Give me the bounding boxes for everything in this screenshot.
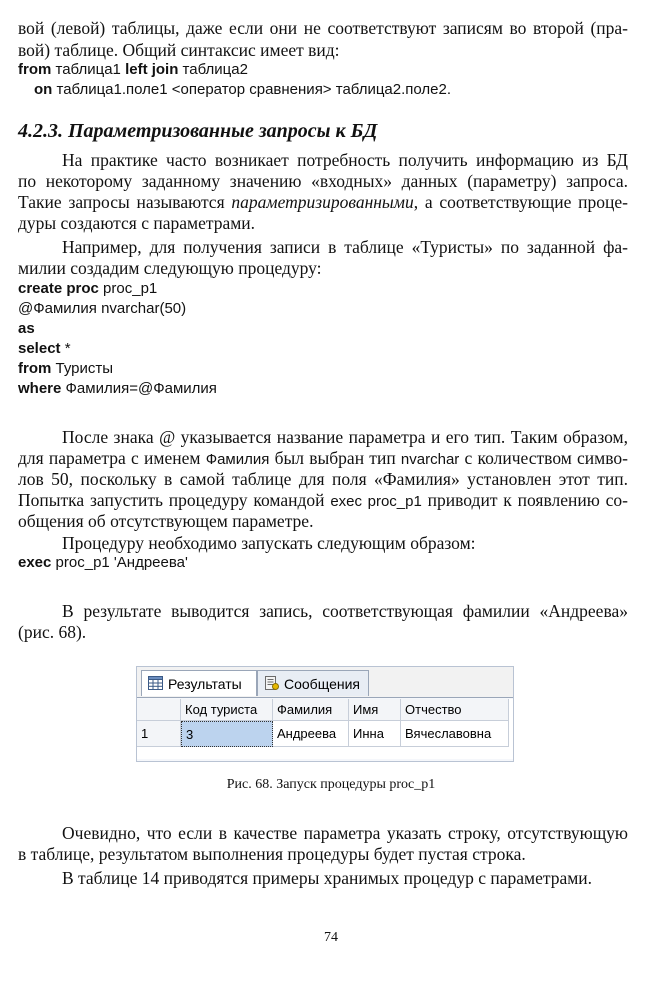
para3-param-name: Фамилия [205, 451, 270, 468]
keyword-left-join: left join [125, 61, 179, 78]
column-header-patronymic[interactable]: Отчество [401, 699, 509, 721]
para1-text-end: , а соответствующие проце- [413, 192, 629, 212]
cell-surname[interactable]: Андреева [273, 721, 349, 747]
grid-icon [148, 676, 163, 690]
code-from-rest: Туристы [51, 360, 114, 377]
code-line-4 [18, 339, 71, 359]
para1-italic-term: параметризированными [231, 192, 414, 212]
page-number: 74 [324, 930, 338, 945]
code-select-rest: * [60, 340, 71, 357]
para3-line-1: После знака @ указывается название параметра и его тип. Таким образом, [62, 427, 628, 447]
para7-line-1: В таблице 14 приводятся примеры хранимых процедур с параметрами. [62, 868, 593, 888]
syntax-condition: таблица1.поле1 <оператор сравнения> таблица2.поле2. [52, 81, 452, 98]
syntax-table1: таблица1 [51, 61, 126, 78]
para5-line-2: (рис. 68). [18, 622, 87, 642]
para2-line-1: Например, для получения записи в таблице «Туристы» по заданной фа- [62, 237, 628, 257]
code-line-5 [18, 359, 113, 379]
para3-text-4c: приводит к появлению со- [421, 490, 628, 510]
results-grid [137, 699, 513, 759]
para5-line-1: В результате выводится запись, соответствующая фамилии «Андреева» [62, 601, 628, 621]
tab-results[interactable] [141, 670, 257, 696]
keyword-exec: exec [18, 554, 52, 571]
code-line-2: @Фамилия nvarchar(50) [18, 300, 187, 317]
code-where-rest: Фамилия=@Фамилия [61, 380, 217, 397]
cell-patronymic[interactable]: Вячеславовна [401, 721, 509, 747]
keyword-select: select [18, 340, 61, 357]
results-figure [136, 666, 514, 762]
para3-line-3: лов 50, поскольку в самой таблице для поля «Фамилия» установлен этот тип. [18, 469, 628, 489]
para1-line-3 [18, 192, 628, 212]
para4-line-1: Процедуру необходимо запускать следующим образом: [62, 533, 476, 553]
column-header-surname[interactable]: Фамилия [273, 699, 349, 721]
para1-line-1: На практике часто возникает потребность получить информацию из БД [62, 150, 628, 170]
messages-icon [264, 676, 279, 690]
column-header-tourist-id[interactable]: Код туриста [181, 699, 273, 721]
para1-text: Такие запросы называются [18, 192, 232, 212]
para3-text-a: для параметра с именем [18, 448, 206, 468]
para6-line-1: Очевидно, что если в качестве параметра указать строку, отсутствующую [62, 823, 628, 843]
cell-tourist-id[interactable]: 3 [181, 721, 273, 747]
syntax-line-2 [34, 80, 451, 100]
tab-messages[interactable] [257, 670, 369, 696]
keyword-on: on [34, 81, 53, 98]
syntax-line-1 [18, 60, 248, 80]
intro-line-2: вой) таблице. Общий синтаксис имеет вид: [18, 40, 340, 60]
results-tabbar [137, 667, 513, 698]
keyword-create-proc: create proc [18, 280, 99, 297]
para3-line-2 [18, 448, 628, 470]
keyword-from-2: from [18, 360, 52, 377]
para3-exec-command: exec proc_p1 [330, 493, 422, 510]
figure-caption: Рис. 68. Запуск процедуры proc_p1 [226, 777, 436, 792]
para1-line-4: дуры создаются с параметрами. [18, 213, 256, 233]
syntax-table2: таблица2 [178, 61, 248, 78]
tab-results-label: Результаты [168, 676, 242, 692]
exec-args: proc_p1 'Андреева' [51, 554, 188, 571]
code-line-1 [18, 279, 157, 299]
para1-line-2: по некоторому заданному значению «входных» данных (параметру) запроса. [18, 171, 628, 191]
section-heading: 4.2.3. Параметризованные запросы к БД [18, 120, 378, 142]
row-header-corner [137, 699, 181, 721]
column-header-name[interactable]: Имя [349, 699, 401, 721]
para3-line-4 [18, 490, 628, 512]
cell-name[interactable]: Инна [349, 721, 401, 747]
keyword-as: as [18, 320, 35, 337]
code-line-6 [18, 379, 217, 399]
keyword-from: from [18, 61, 52, 78]
para3-type-name: nvarchar [400, 451, 460, 468]
para6-line-2: в таблице, результатом выполнения процедуры будет пустая строка. [18, 844, 526, 864]
para3-text-4a: Попытка запустить процедуру командой [18, 490, 331, 510]
para2-line-2: милии создадим следующую процедуру: [18, 258, 322, 278]
tab-messages-label: Сообщения [284, 676, 360, 692]
para3-line-5: общения об отсутствующем параметре. [18, 511, 314, 531]
para3-text-e: с количеством симво- [459, 448, 628, 468]
para3-text-c: был выбран тип [269, 448, 401, 468]
intro-line-1: вой (левой) таблицы, даже если они не соответствуют записям во второй (пра- [18, 18, 628, 38]
row-number[interactable]: 1 [137, 721, 181, 747]
exec-line [18, 553, 188, 573]
keyword-where: where [18, 380, 62, 397]
code-proc-name: proc_p1 [98, 280, 158, 297]
